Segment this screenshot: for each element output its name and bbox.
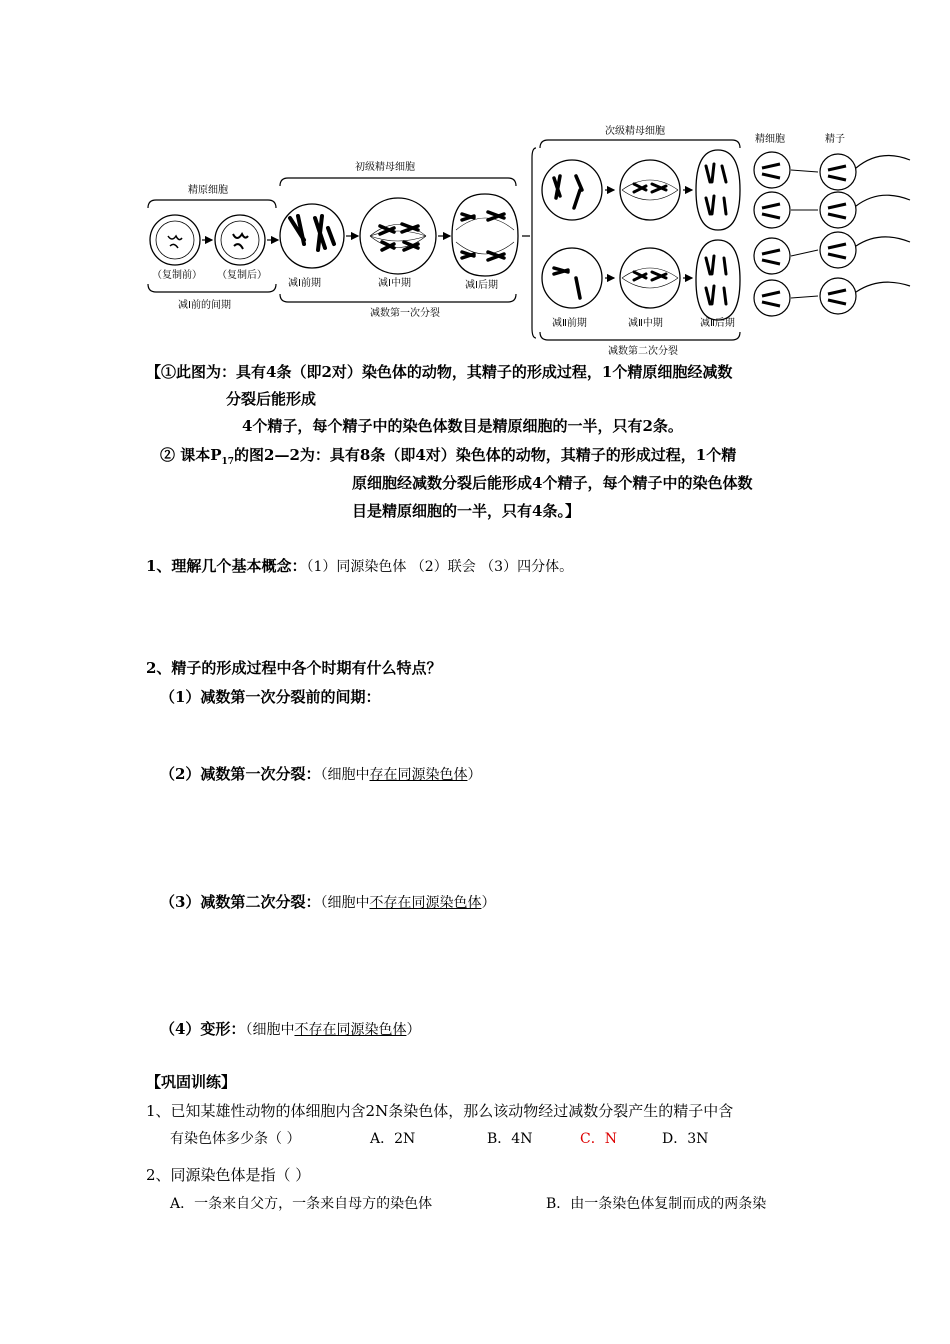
q2-p4-label: （4）变形： — [160, 1020, 246, 1038]
cell-before-replication — [150, 215, 200, 265]
q1-items: （1）同源染色体 （2）联会 （3）四分体。 — [306, 559, 574, 575]
label-metaphase2: 减Ⅱ中期 — [628, 318, 663, 329]
q2-p3-post: ） — [481, 895, 496, 911]
label-secondary-spermatocyte: 次级精母细胞 — [605, 126, 665, 137]
label-after-replication: （复制后） — [217, 270, 267, 281]
note-line-4b: 的图2—2为：具有8条（即4对）染色体的动物，其精子的形成过程，1个精 — [234, 446, 737, 464]
cell-prophase1 — [280, 204, 344, 268]
q1-line — [146, 555, 573, 576]
practice-q2-option-b: B．由一条染色体复制而成的两条染 — [546, 1196, 767, 1212]
note-line-4 — [160, 444, 736, 467]
cell-metaphase2-bottom — [620, 248, 680, 308]
note-line-5: 原细胞经减数分裂后能形成4个精子，每个精子中的染色体数 — [352, 474, 753, 492]
q2-p2-underlined: 存在同源染色体 — [369, 767, 468, 783]
q2-p2-pre: （细胞中 — [320, 767, 370, 783]
label-meiosis2: 减数第二次分裂 — [608, 346, 678, 357]
cell-anaphase1 — [452, 194, 518, 276]
sperm-cells — [820, 154, 910, 314]
cell-after-replication — [215, 215, 265, 265]
q2-p4 — [160, 1018, 420, 1039]
label-sperm: 精子 — [825, 134, 845, 145]
label-prophase1: 减Ⅰ前期 — [288, 278, 321, 289]
practice-q1-stem: 有染色体多少条（ ） — [170, 1131, 301, 1147]
cell-anaphase2-top — [696, 150, 740, 230]
q2-p3-underlined: 不存在同源染色体 — [369, 895, 482, 911]
q2-p3 — [160, 891, 495, 912]
note-line-1: 【①此图为：具有4条（即2对）染色体的动物，其精子的形成过程，1个精原细胞经减数 — [146, 363, 733, 381]
label-primary-spermatocyte: 初级精母细胞 — [355, 162, 415, 173]
brace-meiosis1 — [280, 294, 516, 302]
label-prophase2: 减Ⅱ前期 — [552, 318, 587, 329]
cell-anaphase2-bottom — [696, 240, 740, 320]
note-line-2: 分裂后能形成 — [226, 390, 317, 408]
spermatids — [754, 152, 790, 316]
q2-p4-underlined: 不存在同源染色体 — [294, 1022, 407, 1038]
cell-prophase2-top — [542, 160, 602, 220]
practice-q2-line1: 2、同源染色体是指（ ） — [146, 1166, 311, 1184]
practice-q2-option-a: A．一条来自父方，一条来自母方的染色体 — [170, 1196, 433, 1212]
cell-prophase2-bottom — [542, 248, 602, 308]
label-spermatid: 精细胞 — [755, 134, 785, 145]
q2-title: 2、精子的形成过程中各个时期有什么特点？ — [146, 659, 442, 677]
note-line-4a: ② 课本P — [160, 446, 222, 464]
note-line-6: 目是精原细胞的一半，只有4条。】 — [352, 502, 580, 520]
label-anaphase2: 减Ⅱ后期 — [700, 318, 735, 329]
practice-q1-option-a: A．2N — [370, 1131, 416, 1147]
q2-p2-label: （2）减数第一次分裂： — [160, 765, 321, 783]
label-meiosis1: 减数第一次分裂 — [370, 308, 440, 319]
note-line-4-sub: 17 — [221, 457, 235, 467]
q2-p2 — [160, 763, 481, 784]
label-before-replication: （复制前） — [152, 270, 202, 281]
q2-p3-pre: （细胞中 — [320, 895, 370, 911]
label-metaphase1: 减Ⅰ中期 — [378, 278, 411, 289]
q1-title: 1、理解几个基本概念： — [146, 557, 307, 575]
q2-p1: （1）减数第一次分裂前的间期： — [160, 688, 381, 706]
practice-q1-option-d: D．3N — [662, 1131, 709, 1147]
q2-p4-pre: （细胞中 — [245, 1022, 295, 1038]
brace-meiosis2 — [540, 332, 740, 340]
label-anaphase1: 减Ⅰ后期 — [465, 280, 498, 291]
note-line-3: 4个精子，每个精子中的染色体数目是精原细胞的一半，只有2条。 — [242, 417, 683, 435]
spermatogenesis-figure — [140, 118, 920, 358]
practice-q1-option-c: C．N — [580, 1131, 617, 1147]
q2-p2-post: ） — [467, 767, 482, 783]
brace-secondary — [540, 140, 740, 148]
q2-p4-post: ） — [406, 1022, 421, 1038]
brace-spermatogonium — [148, 200, 276, 208]
practice-title: 【巩固训练】 — [146, 1073, 237, 1091]
brace-primary — [280, 178, 516, 186]
cell-metaphase1 — [360, 198, 436, 274]
label-interphase: 减Ⅰ前的间期 — [178, 300, 231, 311]
practice-q1-option-b: B．4N — [487, 1131, 533, 1147]
brace-interphase — [148, 284, 276, 292]
practice-q1-line1: 1、已知某雄性动物的体细胞内含2N条染色体，那么该动物经过减数分裂产生的精子中含 — [146, 1102, 734, 1120]
cell-metaphase2-top — [620, 160, 680, 220]
q2-p3-label: （3）减数第二次分裂： — [160, 893, 321, 911]
label-spermatogonium: 精原细胞 — [188, 185, 228, 196]
practice-q1-line2 — [170, 1128, 300, 1148]
